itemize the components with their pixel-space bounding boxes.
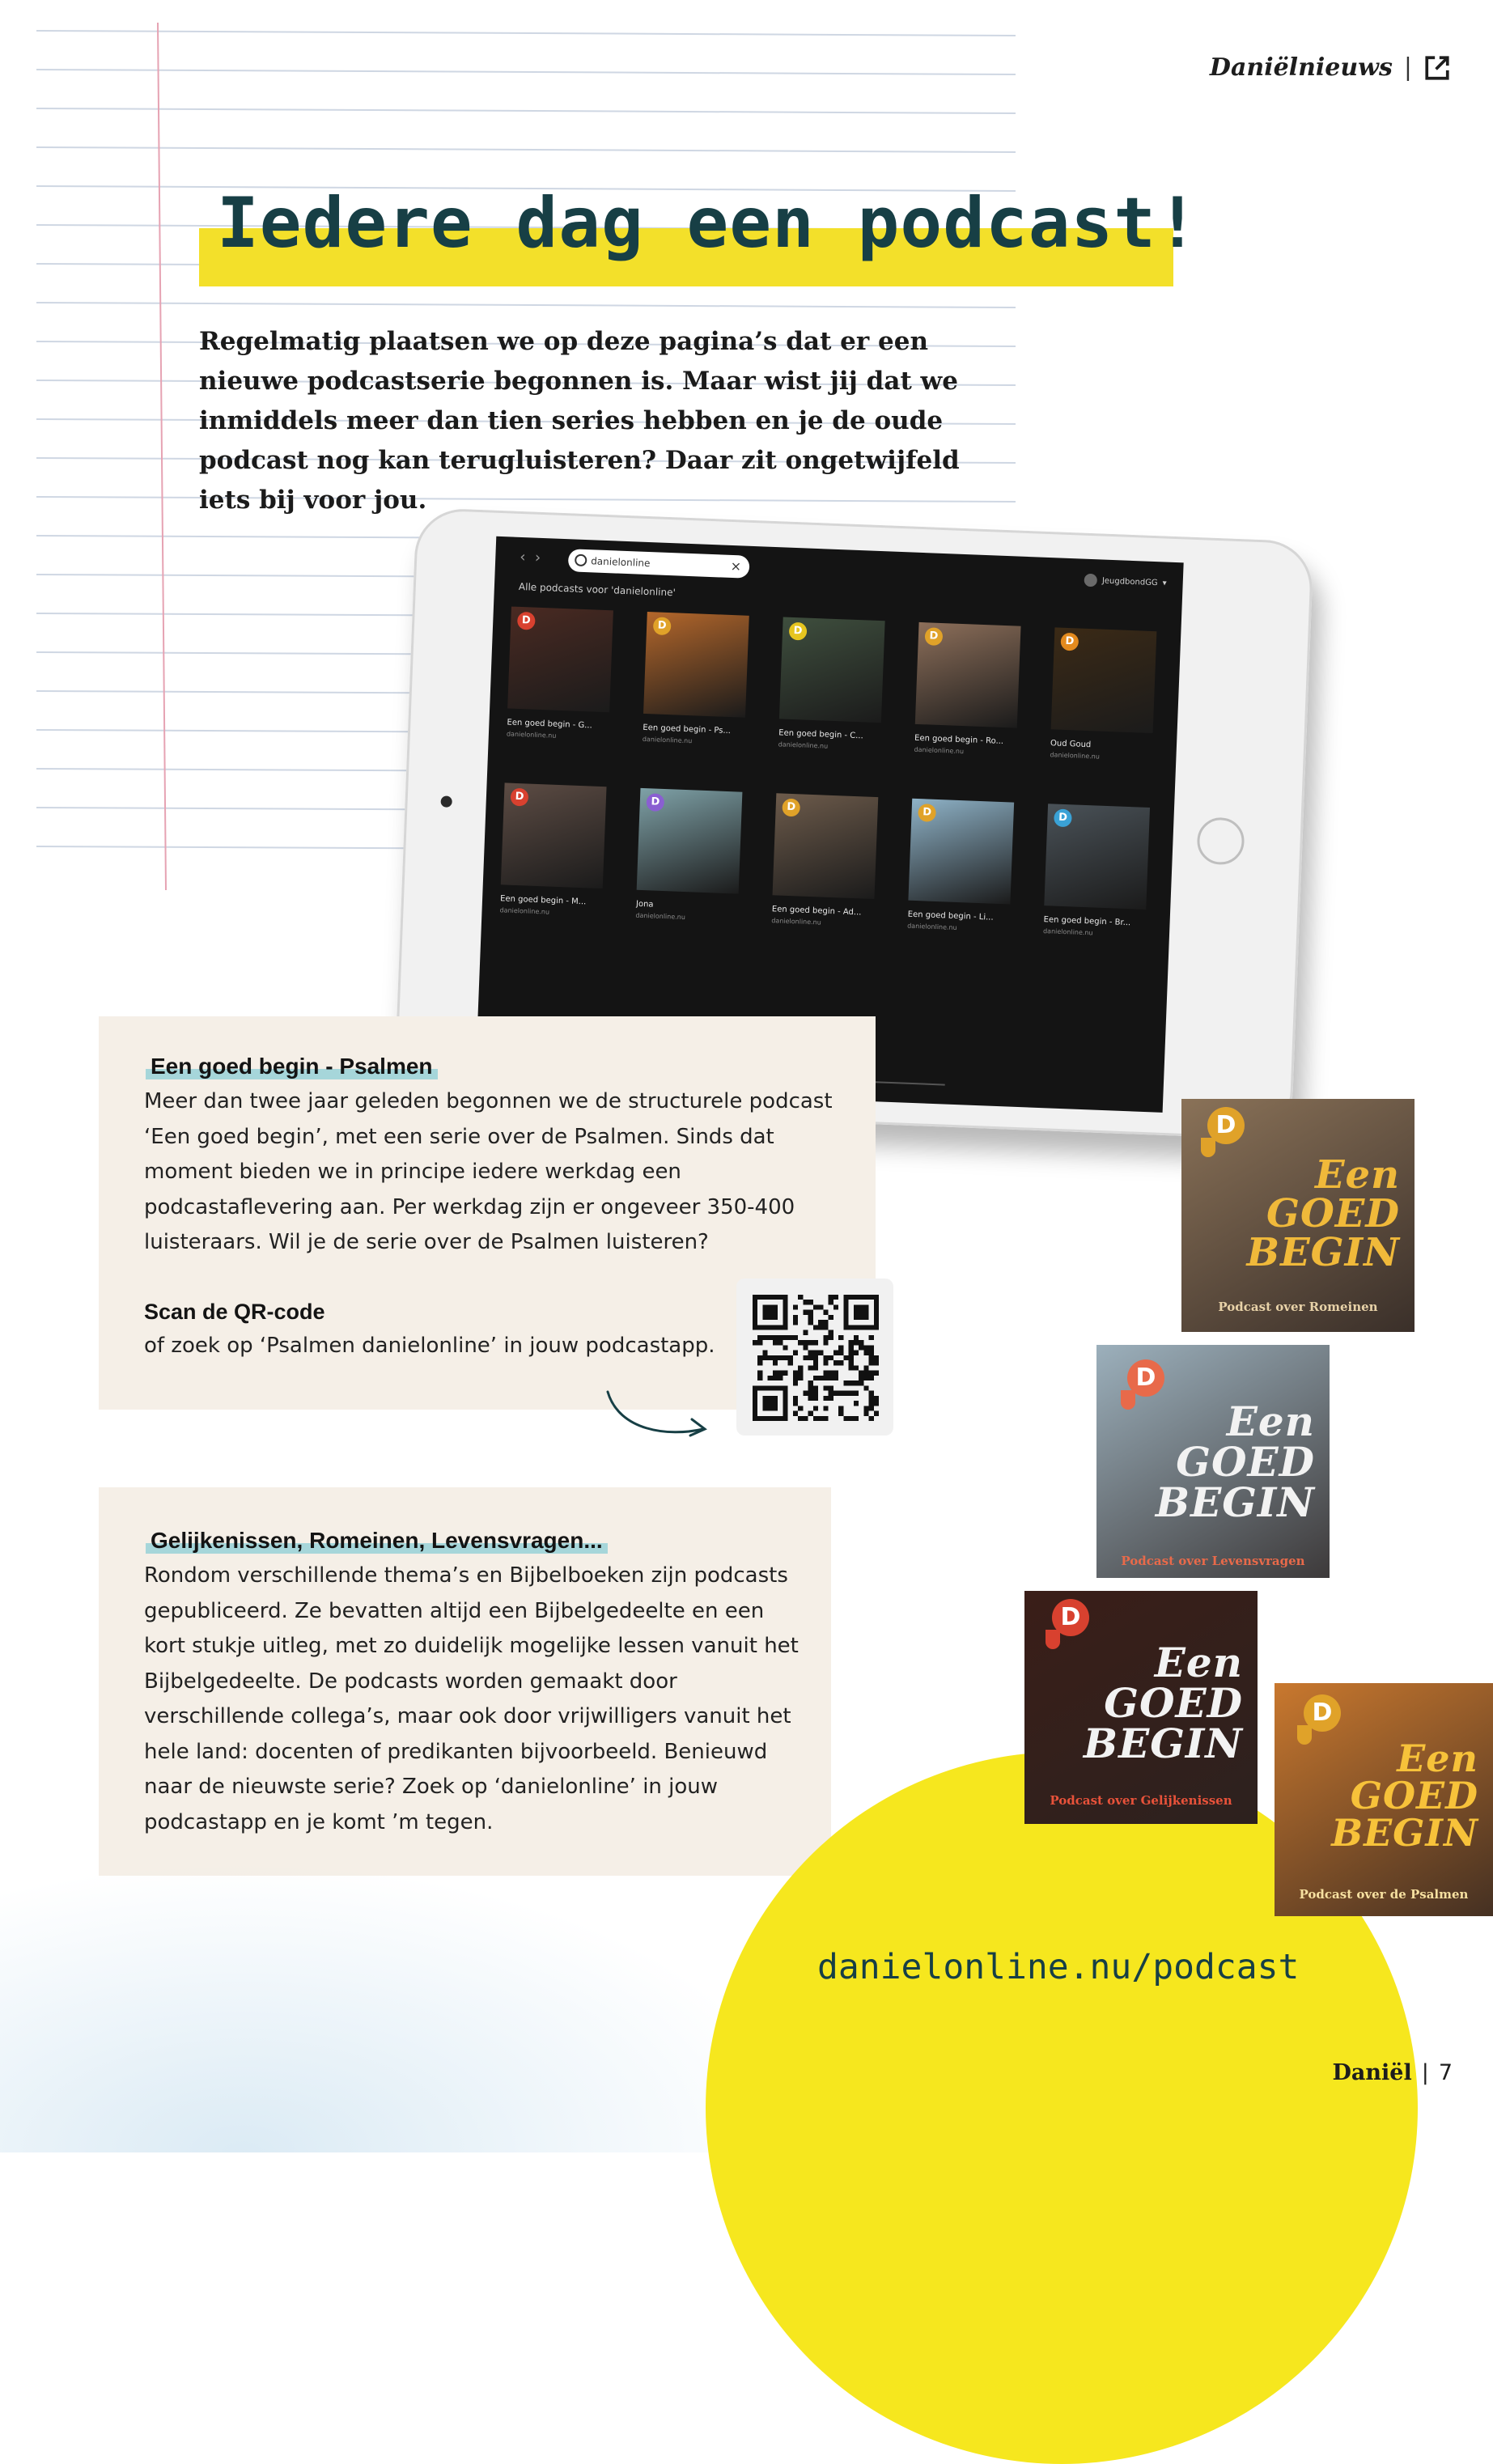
intro-paragraph: Regelmatig plaatsen we op deze pagina’s dat er een nieuwe podcastserie begonnen is. Maar wist jij dat we inmiddels meer dan tien series hebben en je de oude podcast nog kan terugluisteren? Daar zit ongetwijfeld iets bij voor jou. bbox=[199, 327, 960, 515]
clear-icon: × bbox=[730, 558, 742, 575]
brand-goed: GOED bbox=[1350, 1774, 1478, 1817]
podcast-card-publisher: danielonline.nu bbox=[771, 917, 821, 927]
brand-een: Een bbox=[1154, 1639, 1243, 1686]
podcast-cover bbox=[1044, 804, 1150, 910]
podcast-card bbox=[643, 612, 749, 747]
thumb-romeinen bbox=[1181, 1099, 1415, 1332]
page-title: Iedere dag een podcast! bbox=[217, 183, 1199, 264]
podcast-card-title: Een goed begin - G... bbox=[507, 718, 592, 731]
podcast-cover bbox=[915, 622, 1021, 728]
search-icon bbox=[575, 554, 587, 567]
daniel-logo-icon: D bbox=[782, 799, 800, 817]
thumb-psalmen bbox=[1275, 1683, 1493, 1916]
footer-separator: | bbox=[1421, 2060, 1429, 2085]
header-separator: | bbox=[1403, 53, 1412, 82]
podcast-cover bbox=[773, 793, 879, 899]
podcast-card-title: Jona bbox=[635, 899, 654, 910]
podcast-card bbox=[771, 793, 878, 928]
section-name: Daniëlnieuws bbox=[1209, 53, 1393, 82]
podcast-cover bbox=[908, 799, 1014, 905]
psalmen-title: Een goed begin - Psalmen bbox=[146, 1054, 438, 1079]
daniel-logo-icon: D bbox=[1052, 1599, 1089, 1636]
podcast-card-publisher: danielonline.nu bbox=[642, 735, 693, 745]
brand-begin: BEGIN bbox=[1155, 1478, 1315, 1526]
arrow-icon bbox=[603, 1382, 712, 1439]
podcast-card-publisher: danielonline.nu bbox=[1042, 927, 1093, 937]
podcast-card-title: Een goed begin - C... bbox=[778, 728, 863, 741]
results-heading: Alle podcasts voor 'danielonline' bbox=[518, 580, 677, 599]
page-footer bbox=[1332, 2060, 1453, 2085]
podcast-card-title: Een goed begin - Ro... bbox=[914, 733, 1004, 747]
daniel-logo-icon: D bbox=[1060, 633, 1079, 651]
brand-begin: BEGIN bbox=[1331, 1811, 1478, 1855]
daniel-logo-icon: D bbox=[1127, 1359, 1164, 1397]
user-name: JeugdbondGG bbox=[1101, 576, 1158, 587]
daniel-logo-icon: D bbox=[511, 788, 529, 807]
podcast-cover bbox=[501, 782, 607, 888]
podcast-card-publisher: danielonline.nu bbox=[506, 730, 557, 740]
podcast-card-publisher: danielonline.nu bbox=[778, 740, 829, 750]
qr-code-graphic bbox=[753, 1295, 879, 1421]
brand-begin: BEGIN bbox=[1083, 1720, 1243, 1767]
thumb-levensvragen bbox=[1096, 1345, 1330, 1578]
series-body: Rondom verschillende thema’s en Bijbelboeken zijn podcasts gepubliceerd. Ze bevatten altijd een Bijbelgedeelte en een kort stukje uitleg, met zo duidelijk mogelijke lessen vanuit het Bijbelgedeelte. De podcasts worden gemaakt door verschillende collega’s, maar ook door vrijwilligers vanuit het hele land: docenten of predikanten bijvoorbeeld. Benieuwd naar de nieuwste serie? Zoek op ‘danielonline’ in jouw podcastapp en je komt ’m tegen. bbox=[144, 1563, 799, 1834]
podcast-card bbox=[1043, 804, 1150, 939]
brand-goed: GOED bbox=[1104, 1679, 1243, 1727]
daniel-logo-icon: D bbox=[653, 617, 672, 635]
podcast-card-title: Een goed begin - Br... bbox=[1043, 915, 1131, 928]
brand-goed: GOED bbox=[1266, 1191, 1400, 1236]
podcast-card bbox=[778, 617, 885, 752]
podcast-card-publisher: danielonline.nu bbox=[907, 922, 957, 931]
podcast-card-title: Een goed begin - Li... bbox=[907, 910, 994, 922]
podcast-card bbox=[1050, 627, 1156, 762]
podcast-card-publisher: danielonline.nu bbox=[499, 906, 550, 916]
magazine-name: Daniël bbox=[1332, 2060, 1412, 2085]
section-header bbox=[1210, 53, 1451, 82]
thumb-subtitle: Podcast over Gelijkenissen bbox=[1050, 1793, 1232, 1808]
daniel-logo-icon: D bbox=[918, 804, 936, 822]
daniel-logo-icon: D bbox=[1054, 809, 1072, 828]
page-number: 7 bbox=[1438, 2060, 1453, 2085]
podcast-search-input bbox=[568, 549, 750, 579]
podcast-cover bbox=[643, 612, 749, 718]
podcast-card bbox=[507, 607, 613, 742]
chevron-down-icon: ▾ bbox=[1162, 578, 1167, 588]
podcast-card bbox=[914, 622, 1020, 757]
brand-een: Een bbox=[1314, 1152, 1400, 1198]
podcast-card-publisher: danielonline.nu bbox=[1050, 751, 1101, 761]
qr-code[interactable] bbox=[736, 1279, 893, 1436]
podcast-card-title: Oud Goud bbox=[1050, 739, 1092, 750]
series-box bbox=[99, 1487, 831, 1876]
nav-arrows: ‹ › bbox=[519, 548, 541, 566]
avatar bbox=[1084, 574, 1098, 587]
daniel-logo-icon: D bbox=[1207, 1107, 1245, 1144]
daniel-logo-icon: D bbox=[789, 622, 808, 641]
podcast-card bbox=[499, 782, 606, 918]
brand-goed: GOED bbox=[1176, 1438, 1315, 1486]
series-title: Gelijkenissen, Romeinen, Levensvragen... bbox=[146, 1528, 608, 1554]
daniel-logo-icon: D bbox=[1304, 1694, 1341, 1732]
scan-instructions: of zoek op ‘Psalmen danielonline’ in jouw podcastapp. bbox=[144, 1334, 715, 1358]
brand-een: Een bbox=[1226, 1397, 1315, 1445]
background-wash bbox=[0, 1861, 809, 2152]
podcast-cover bbox=[637, 788, 743, 894]
search-value: danielonline bbox=[590, 555, 651, 570]
podcast-card-title: Een goed begin - Ps... bbox=[643, 723, 732, 736]
thumb-gelijkenissen bbox=[1024, 1591, 1258, 1824]
thumb-subtitle: Podcast over de Psalmen bbox=[1299, 1887, 1469, 1902]
thumb-subtitle: Podcast over Romeinen bbox=[1218, 1300, 1378, 1314]
podcast-card-publisher: danielonline.nu bbox=[914, 745, 965, 756]
podcast-card-title: Een goed begin - Ad... bbox=[771, 905, 862, 918]
podcast-cover bbox=[507, 607, 613, 713]
psalmen-body: Meer dan twee jaar geleden begonnen we de structurele podcast ‘Een goed begin’, met een serie over de Psalmen. Sinds dat moment bieden we in principe iedere werkdag een podcastaflevering aan. Per werkdag zijn er ongeveer 350-400 luisteraars. Wil je de serie over de Psalmen luisteren? bbox=[144, 1089, 833, 1254]
external-link-icon[interactable] bbox=[1423, 54, 1451, 82]
brand-een: Een bbox=[1397, 1737, 1478, 1780]
user-menu bbox=[1084, 574, 1167, 590]
daniel-logo-icon: D bbox=[925, 627, 944, 646]
daniel-logo-icon: D bbox=[517, 612, 536, 630]
daniel-logo-icon: D bbox=[646, 793, 664, 812]
brand-begin: BEGIN bbox=[1246, 1230, 1400, 1275]
podcast-card-title: Een goed begin - M... bbox=[499, 894, 587, 907]
podcast-url[interactable]: danielonline.nu/podcast bbox=[817, 1947, 1300, 1987]
podcast-cover bbox=[779, 617, 885, 723]
scan-title: Scan de QR-code bbox=[144, 1300, 325, 1324]
thumb-subtitle: Podcast over Levensvragen bbox=[1121, 1554, 1305, 1568]
podcast-card bbox=[635, 788, 742, 923]
podcast-card bbox=[907, 799, 1014, 934]
podcast-cover bbox=[1051, 627, 1157, 733]
podcast-card-publisher: danielonline.nu bbox=[635, 911, 686, 922]
